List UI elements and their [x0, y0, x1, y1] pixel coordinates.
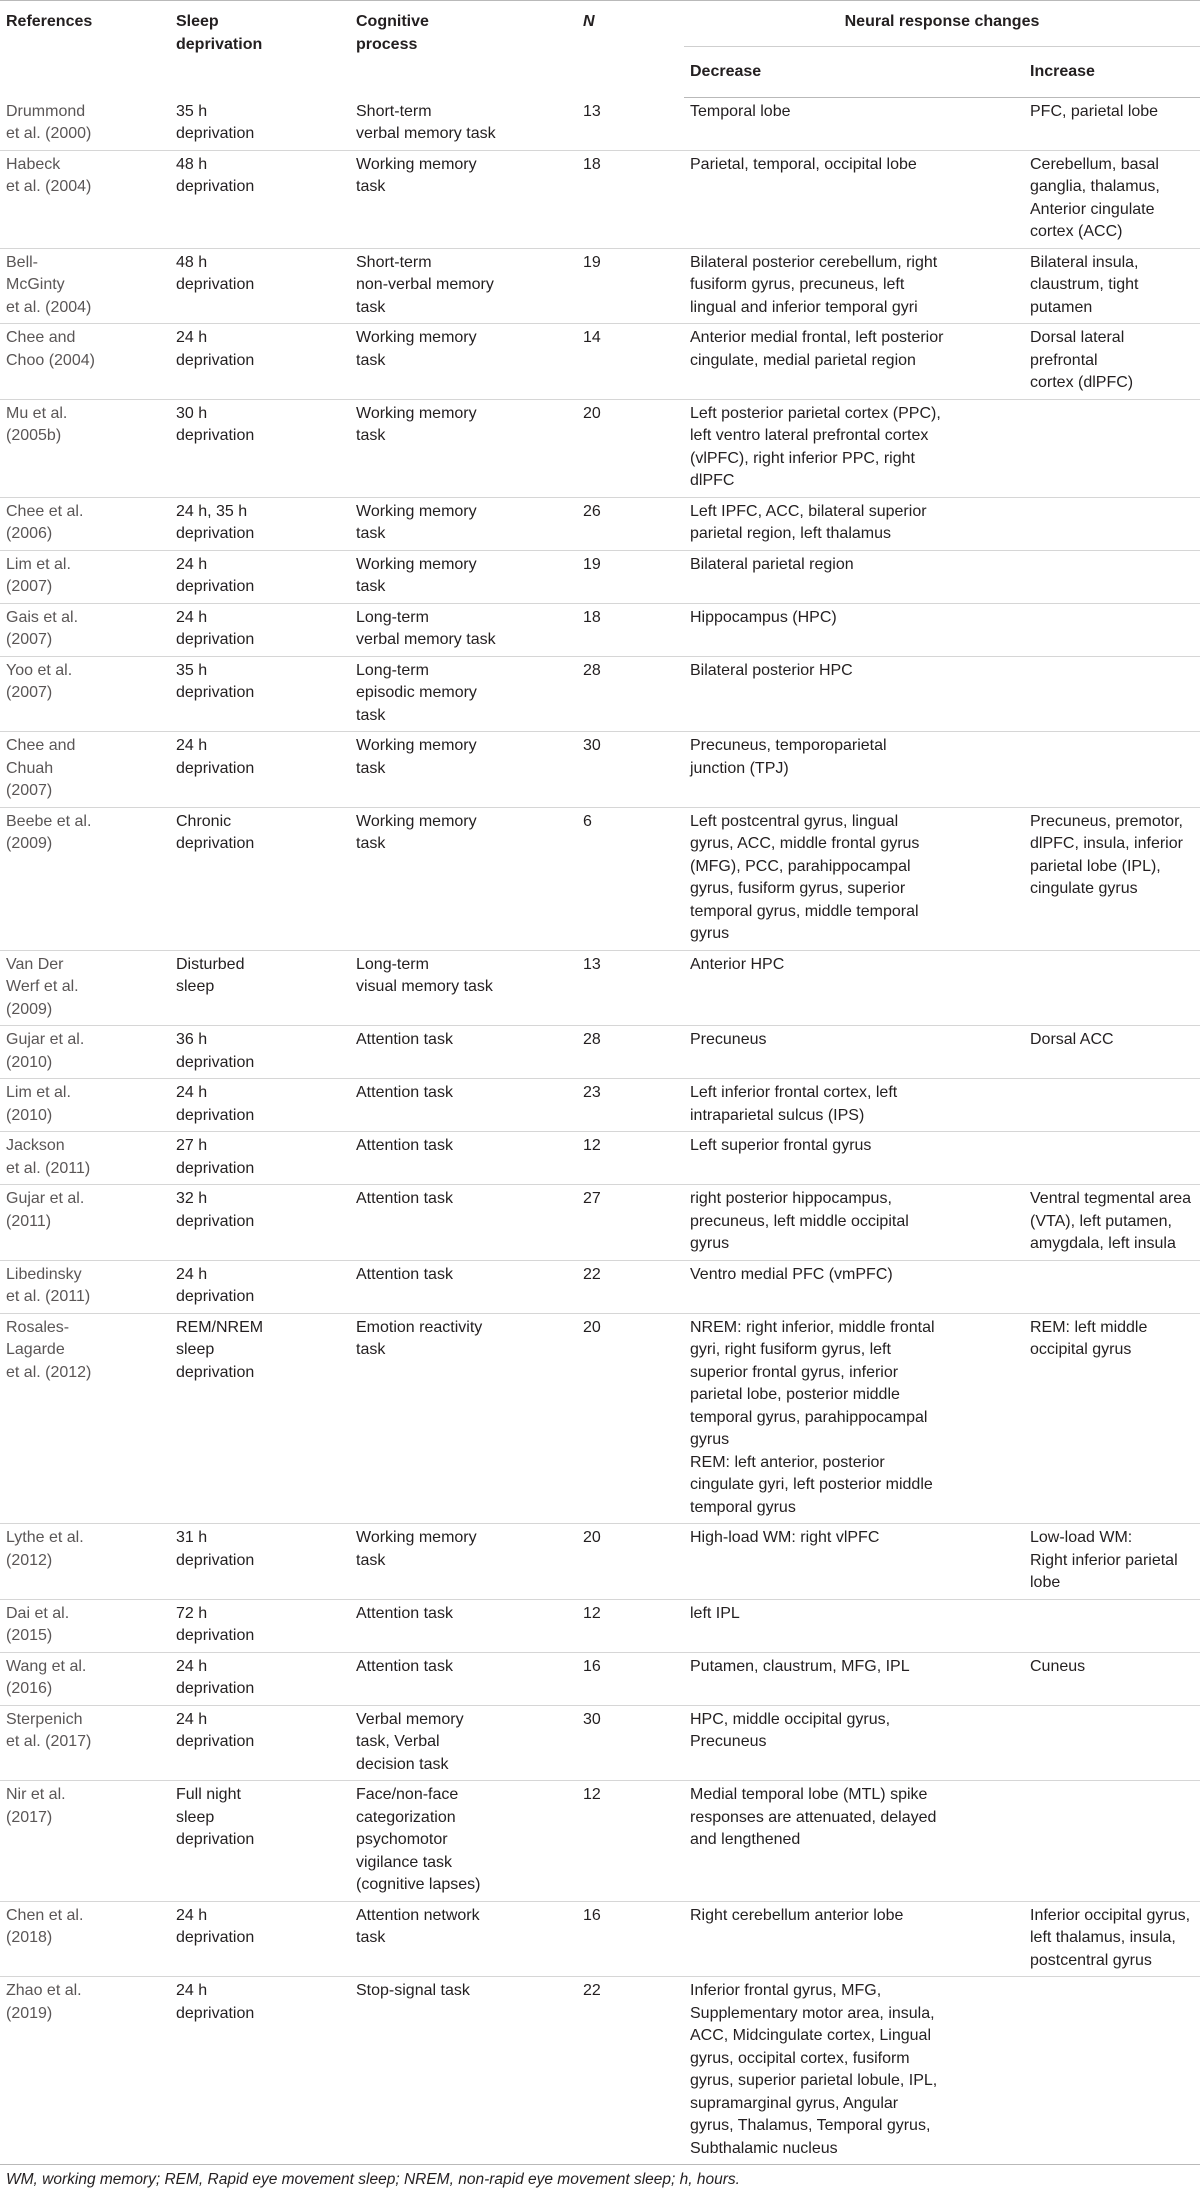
cell-reference: Mu et al. (2005b): [0, 399, 170, 497]
table-row: [0, 399, 1200, 497]
cell-n: 16: [577, 1901, 684, 1977]
cell-increase: [1024, 732, 1200, 808]
header-row-1: [0, 1, 1200, 47]
cell-cognitive-process: Working memory task: [350, 399, 577, 497]
cell-increase: Cerebellum, basal ganglia, thalamus, Anterior cingulate cortex (ACC): [1024, 150, 1200, 248]
cell-decrease: Temporal lobe: [684, 98, 1024, 151]
header-sleep-deprivation: Sleep deprivation: [170, 1, 350, 98]
cell-sleep-deprivation: 24 h deprivation: [170, 1901, 350, 1977]
table-row: [0, 324, 1200, 400]
cell-cognitive-process: Long-term visual memory task: [350, 950, 577, 1026]
cell-cognitive-process: Working memory task: [350, 1524, 577, 1600]
cell-cognitive-process: Attention task: [350, 1079, 577, 1132]
cell-decrease: Left inferior frontal cortex, left intraparietal sulcus (IPS): [684, 1079, 1024, 1132]
cell-sleep-deprivation: 24 h deprivation: [170, 732, 350, 808]
cell-decrease: Right cerebellum anterior lobe: [684, 1901, 1024, 1977]
cell-sleep-deprivation: 30 h deprivation: [170, 399, 350, 497]
table-row: [0, 1026, 1200, 1079]
cell-decrease: High-load WM: right vlPFC: [684, 1524, 1024, 1600]
cell-n: 18: [577, 150, 684, 248]
table-row: [0, 150, 1200, 248]
cell-n: 20: [577, 399, 684, 497]
table-row: [0, 1652, 1200, 1705]
cell-increase: [1024, 1599, 1200, 1652]
cell-cognitive-process: Working memory task: [350, 150, 577, 248]
cell-decrease: NREM: right inferior, middle frontal gyri, right fusiform gyrus, left superior frontal gyrus, inferior parietal lobe, posterior middle temporal gyrus, parahippocampal gyrus REM: left anterior, posterior cingulate gyri, left posterior middle temporal gyrus: [684, 1313, 1024, 1524]
cell-increase: Dorsal lateral prefrontal cortex (dlPFC): [1024, 324, 1200, 400]
cell-decrease: Medial temporal lobe (MTL) spike responses are attenuated, delayed and lengthened: [684, 1781, 1024, 1902]
cell-decrease: Anterior medial frontal, left posterior cingulate, medial parietal region: [684, 324, 1024, 400]
table-row: [0, 1901, 1200, 1977]
cell-decrease: Bilateral parietal region: [684, 550, 1024, 603]
cell-sleep-deprivation: 35 h deprivation: [170, 656, 350, 732]
cell-increase: [1024, 656, 1200, 732]
cell-reference: Dai et al. (2015): [0, 1599, 170, 1652]
table-row: [0, 550, 1200, 603]
cell-n: 20: [577, 1313, 684, 1524]
cell-reference: Drummond et al. (2000): [0, 98, 170, 151]
table-row: [0, 1132, 1200, 1185]
cell-sleep-deprivation: 36 h deprivation: [170, 1026, 350, 1079]
cell-sleep-deprivation: 24 h deprivation: [170, 1260, 350, 1313]
cell-sleep-deprivation: 48 h deprivation: [170, 248, 350, 324]
cell-cognitive-process: Short-term non-verbal memory task: [350, 248, 577, 324]
cell-n: 26: [577, 497, 684, 550]
cell-reference: Bell- McGinty et al. (2004): [0, 248, 170, 324]
cell-increase: [1024, 1079, 1200, 1132]
cell-reference: Jackson et al. (2011): [0, 1132, 170, 1185]
cell-cognitive-process: Face/non-face categorization psychomotor vigilance task (cognitive lapses): [350, 1781, 577, 1902]
cell-decrease: Putamen, claustrum, MFG, IPL: [684, 1652, 1024, 1705]
cell-reference: Gujar et al. (2010): [0, 1026, 170, 1079]
cell-reference: Rosales- Lagarde et al. (2012): [0, 1313, 170, 1524]
table-footnote: WM, working memory; REM, Rapid eye movement sleep; NREM, non-rapid eye movement sleep; h, hours.: [6, 2171, 740, 2188]
cell-reference: Sterpenich et al. (2017): [0, 1705, 170, 1781]
cell-decrease: Inferior frontal gyrus, MFG, Supplementary motor area, insula, ACC, Midcingulate cortex, Lingual gyrus, occipital cortex, fusiform gyrus, superior parietal lobule, IPL, supramarginal gyrus, Angular gyrus, Thalamus, Temporal gyrus, Subthalamic nucleus: [684, 1977, 1024, 2165]
cell-decrease: Parietal, temporal, occipital lobe: [684, 150, 1024, 248]
table-row: [0, 807, 1200, 950]
header-references: References: [0, 1, 170, 98]
cell-decrease: Left postcentral gyrus, lingual gyrus, ACC, middle frontal gyrus (MFG), PCC, parahippocampal gyrus, fusiform gyrus, superior temporal gyrus, middle temporal gyrus: [684, 807, 1024, 950]
cell-reference: Lythe et al. (2012): [0, 1524, 170, 1600]
cell-cognitive-process: Attention task: [350, 1185, 577, 1261]
cell-reference: Gujar et al. (2011): [0, 1185, 170, 1261]
cell-sleep-deprivation: Chronic deprivation: [170, 807, 350, 950]
cell-n: 19: [577, 248, 684, 324]
cell-n: 22: [577, 1977, 684, 2165]
cell-cognitive-process: Long-term verbal memory task: [350, 603, 577, 656]
cell-cognitive-process: Long-term episodic memory task: [350, 656, 577, 732]
cell-sleep-deprivation: 31 h deprivation: [170, 1524, 350, 1600]
cell-decrease: Left superior frontal gyrus: [684, 1132, 1024, 1185]
table-row: [0, 950, 1200, 1026]
cell-cognitive-process: Working memory task: [350, 324, 577, 400]
cell-n: 13: [577, 98, 684, 151]
cell-n: 12: [577, 1781, 684, 1902]
cell-reference: Chee and Chuah (2007): [0, 732, 170, 808]
cell-sleep-deprivation: 24 h deprivation: [170, 550, 350, 603]
cell-n: 16: [577, 1652, 684, 1705]
cell-cognitive-process: Attention task: [350, 1599, 577, 1652]
table-row: [0, 656, 1200, 732]
cell-n: 28: [577, 656, 684, 732]
cell-sleep-deprivation: 24 h deprivation: [170, 1079, 350, 1132]
cell-increase: Ventral tegmental area (VTA), left putamen, amygdala, left insula: [1024, 1185, 1200, 1261]
table-row: [0, 98, 1200, 151]
header-cognitive-process: Cognitive process: [350, 1, 577, 98]
cell-decrease: Bilateral posterior HPC: [684, 656, 1024, 732]
cell-sleep-deprivation: 24 h deprivation: [170, 1652, 350, 1705]
cell-cognitive-process: Stop-signal task: [350, 1977, 577, 2165]
cell-reference: Wang et al. (2016): [0, 1652, 170, 1705]
cell-n: 12: [577, 1599, 684, 1652]
cell-increase: [1024, 1132, 1200, 1185]
cell-increase: Cuneus: [1024, 1652, 1200, 1705]
cell-reference: Gais et al. (2007): [0, 603, 170, 656]
cell-increase: Bilateral insula, claustrum, tight putamen: [1024, 248, 1200, 324]
table-row: [0, 497, 1200, 550]
cell-increase: PFC, parietal lobe: [1024, 98, 1200, 151]
cell-n: 28: [577, 1026, 684, 1079]
cell-sleep-deprivation: 48 h deprivation: [170, 150, 350, 248]
cell-cognitive-process: Attention task: [350, 1260, 577, 1313]
cell-cognitive-process: Attention network task: [350, 1901, 577, 1977]
cell-sleep-deprivation: 27 h deprivation: [170, 1132, 350, 1185]
cell-increase: Precuneus, premotor, dlPFC, insula, inferior parietal lobe (IPL), cingulate gyrus: [1024, 807, 1200, 950]
cell-cognitive-process: Working memory task: [350, 807, 577, 950]
cell-increase: [1024, 950, 1200, 1026]
table-header: [0, 1, 1200, 98]
cell-sleep-deprivation: 72 h deprivation: [170, 1599, 350, 1652]
cell-sleep-deprivation: 24 h deprivation: [170, 603, 350, 656]
cell-increase: [1024, 603, 1200, 656]
header-n: N: [577, 1, 684, 98]
cell-reference: Yoo et al. (2007): [0, 656, 170, 732]
cell-reference: Van Der Werf et al. (2009): [0, 950, 170, 1026]
cell-sleep-deprivation: Disturbed sleep: [170, 950, 350, 1026]
cell-decrease: Left posterior parietal cortex (PPC), left ventro lateral prefrontal cortex (vlPFC), right inferior PPC, right dlPFC: [684, 399, 1024, 497]
cell-cognitive-process: Emotion reactivity task: [350, 1313, 577, 1524]
cell-n: 20: [577, 1524, 684, 1600]
cell-increase: REM: left middle occipital gyrus: [1024, 1313, 1200, 1524]
cell-cognitive-process: Working memory task: [350, 550, 577, 603]
cell-n: 12: [577, 1132, 684, 1185]
cell-increase: [1024, 1705, 1200, 1781]
cell-decrease: Anterior HPC: [684, 950, 1024, 1026]
cell-increase: [1024, 1781, 1200, 1902]
table-row: [0, 1781, 1200, 1902]
cell-decrease: Bilateral posterior cerebellum, right fusiform gyrus, precuneus, left lingual and inferior temporal gyri: [684, 248, 1024, 324]
cell-decrease: right posterior hippocampus, precuneus, left middle occipital gyrus: [684, 1185, 1024, 1261]
header-neural-response-changes: Neural response changes: [684, 1, 1200, 47]
cell-reference: Chee and Choo (2004): [0, 324, 170, 400]
table-row: [0, 603, 1200, 656]
cell-n: 27: [577, 1185, 684, 1261]
cell-decrease: left IPL: [684, 1599, 1024, 1652]
table-row: [0, 1524, 1200, 1600]
cell-reference: Lim et al. (2007): [0, 550, 170, 603]
table-row: [0, 732, 1200, 808]
table-row: [0, 1079, 1200, 1132]
table-row: [0, 1313, 1200, 1524]
table-body: [0, 98, 1200, 2165]
cell-sleep-deprivation: 24 h deprivation: [170, 1705, 350, 1781]
cell-reference: Nir et al. (2017): [0, 1781, 170, 1902]
cell-increase: Inferior occipital gyrus, left thalamus, insula, postcentral gyrus: [1024, 1901, 1200, 1977]
cell-n: 23: [577, 1079, 684, 1132]
cell-sleep-deprivation: 35 h deprivation: [170, 98, 350, 151]
table-row: [0, 1599, 1200, 1652]
cell-cognitive-process: Working memory task: [350, 497, 577, 550]
cell-increase: [1024, 1260, 1200, 1313]
cell-cognitive-process: Attention task: [350, 1026, 577, 1079]
cell-increase: [1024, 497, 1200, 550]
cell-decrease: Precuneus: [684, 1026, 1024, 1079]
cell-n: 30: [577, 1705, 684, 1781]
cell-decrease: HPC, middle occipital gyrus, Precuneus: [684, 1705, 1024, 1781]
cell-cognitive-process: Working memory task: [350, 732, 577, 808]
cell-reference: Libedinsky et al. (2011): [0, 1260, 170, 1313]
cell-decrease: Hippocampus (HPC): [684, 603, 1024, 656]
cell-reference: Habeck et al. (2004): [0, 150, 170, 248]
cell-sleep-deprivation: REM/NREM sleep deprivation: [170, 1313, 350, 1524]
header-decrease: Decrease: [684, 46, 1024, 98]
table-row: [0, 1185, 1200, 1261]
cell-reference: Lim et al. (2010): [0, 1079, 170, 1132]
cell-cognitive-process: Attention task: [350, 1652, 577, 1705]
cell-sleep-deprivation: 24 h deprivation: [170, 1977, 350, 2165]
cell-sleep-deprivation: 24 h, 35 h deprivation: [170, 497, 350, 550]
cell-n: 14: [577, 324, 684, 400]
cell-reference: Zhao et al. (2019): [0, 1977, 170, 2165]
table-row: [0, 1705, 1200, 1781]
cell-decrease: Precuneus, temporoparietal junction (TPJ): [684, 732, 1024, 808]
table-row: [0, 1260, 1200, 1313]
cell-reference: Chen et al. (2018): [0, 1901, 170, 1977]
table-row: [0, 1977, 1200, 2165]
cell-increase: [1024, 1977, 1200, 2165]
cell-n: 19: [577, 550, 684, 603]
cell-cognitive-process: Short-term verbal memory task: [350, 98, 577, 151]
cell-n: 6: [577, 807, 684, 950]
cell-sleep-deprivation: Full night sleep deprivation: [170, 1781, 350, 1902]
cell-n: 22: [577, 1260, 684, 1313]
cell-decrease: Ventro medial PFC (vmPFC): [684, 1260, 1024, 1313]
cell-cognitive-process: Verbal memory task, Verbal decision task: [350, 1705, 577, 1781]
cell-cognitive-process: Attention task: [350, 1132, 577, 1185]
cell-n: 30: [577, 732, 684, 808]
cell-increase: [1024, 399, 1200, 497]
cell-reference: Beebe et al. (2009): [0, 807, 170, 950]
cell-reference: Chee et al. (2006): [0, 497, 170, 550]
cell-n: 18: [577, 603, 684, 656]
cell-increase: [1024, 550, 1200, 603]
table-row: [0, 248, 1200, 324]
cell-increase: Low-load WM: Right inferior parietal lobe: [1024, 1524, 1200, 1600]
cell-n: 13: [577, 950, 684, 1026]
cell-decrease: Left IPFC, ACC, bilateral superior parietal region, left thalamus: [684, 497, 1024, 550]
header-increase: Increase: [1024, 46, 1200, 98]
cell-sleep-deprivation: 24 h deprivation: [170, 324, 350, 400]
cell-increase: Dorsal ACC: [1024, 1026, 1200, 1079]
cell-sleep-deprivation: 32 h deprivation: [170, 1185, 350, 1261]
